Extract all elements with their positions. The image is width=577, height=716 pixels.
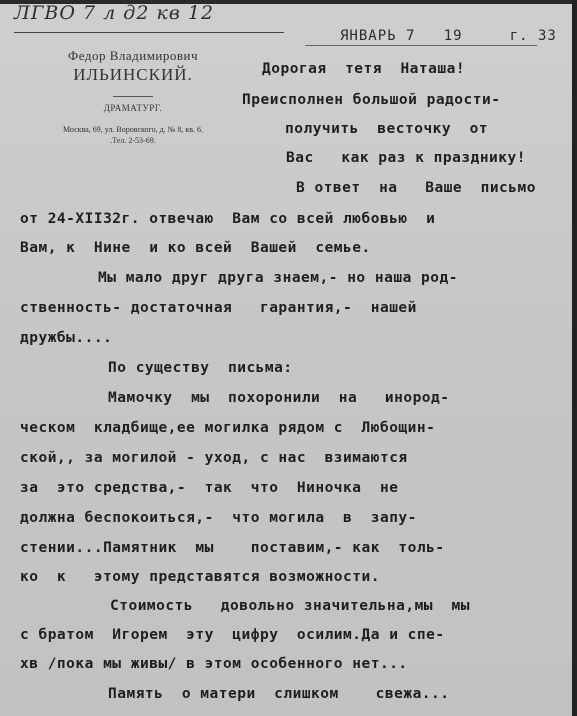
body-line: Стоимость довольно значительна,мы мы (110, 598, 470, 614)
body-line: стении...Памятник мы поставим,- как толь- (20, 540, 445, 556)
body-line: должна беспокоиться,- что могила в запу- (20, 510, 417, 526)
body-line: ственность- достаточная гарантия,- нашей (20, 300, 417, 316)
body-line: от 24-XII32г. отвечаю Вам со всей любовью и (20, 211, 436, 227)
body-line: ческом кладбище,ее могилка рядом с Любощин- (20, 420, 436, 436)
body-line: ко к этому представятся возможности. (20, 569, 380, 585)
body-line: Вам, к Нине и ко всей Вашей семье. (20, 240, 371, 256)
body-line: Мамочку мы похоронили на инород- (108, 390, 450, 406)
body-line: В ответ на Ваше письмо (296, 180, 536, 196)
letterhead-address: Москва, 69, ул. Воровского, д. № 8, кв. 6. (63, 125, 203, 134)
letterhead-role: ДРАМАТУРГ. (103, 103, 163, 113)
scan-right-edge (572, 0, 577, 716)
archive-annotation: ЛГВО 7 л д2 кв 12 (14, 2, 284, 33)
letterhead-phone: .Тел. 2-53-69. (110, 136, 156, 145)
body-line: дружбы.... (20, 330, 113, 346)
body-line: получить весточку от (285, 121, 489, 137)
body-line: хв /пока мы живы/ в этом особенного нет... (20, 656, 408, 672)
body-line: ской,, за могилой - уход, с нас взимаются (20, 450, 408, 466)
body-line: за это средства,- так что Ниночка не (20, 480, 399, 496)
body-line: По существу письма: (108, 360, 293, 376)
date-underline (305, 45, 537, 46)
letter-date: ЯНВАРЬ 7 19 г. 33 (340, 28, 557, 44)
letterhead-surname: ИЛЬИНСКИЙ. (73, 65, 193, 84)
body-line: Вас как раз к празднику! (286, 150, 526, 166)
letterhead-name: Федор Владимирович (67, 48, 199, 63)
letterhead-divider (113, 96, 153, 97)
body-line: Дорогая тетя Наташа! (262, 61, 466, 77)
letterhead (18, 48, 248, 145)
body-line: Преисполнен большой радости- (242, 92, 501, 108)
body-line: Мы мало друг друга знаем,- но наша род- (98, 270, 458, 286)
body-line: с братом Игорем эту цифру осилим.Да и спе- (20, 627, 445, 643)
body-line: Память о матери слишком свежа... (108, 686, 450, 702)
